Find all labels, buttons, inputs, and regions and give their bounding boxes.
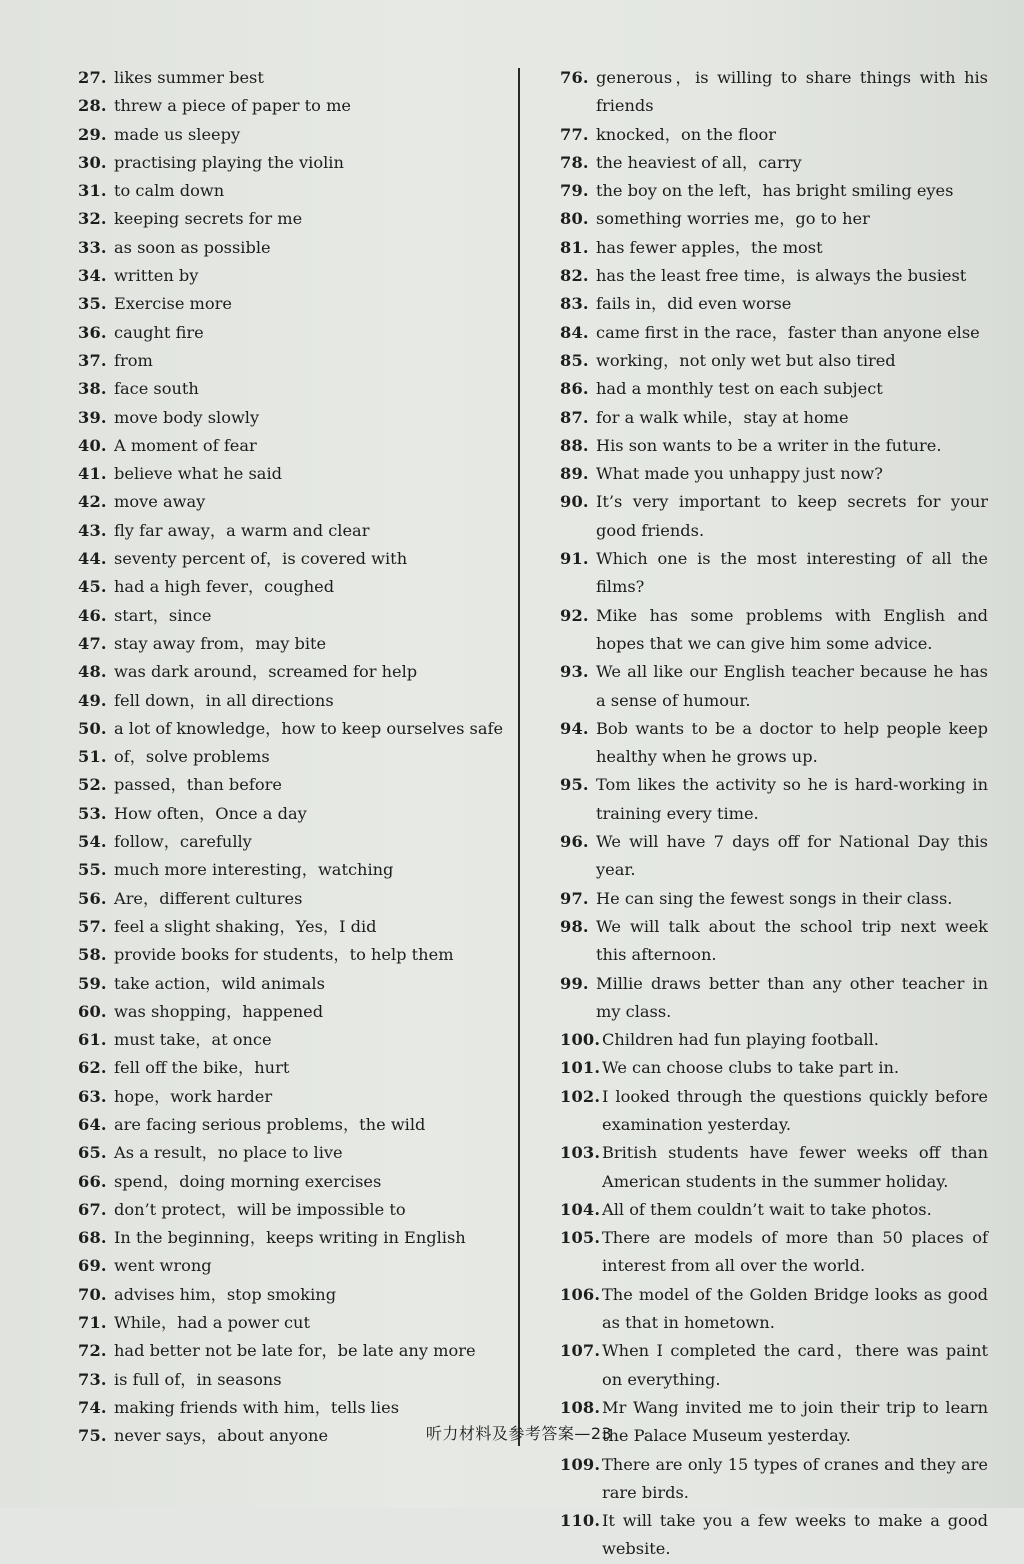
item-answer-text: never says，about anyone: [114, 1426, 329, 1446]
answer-item: [78, 205, 508, 233]
item-number: 90.: [560, 492, 589, 512]
item-answer-text: hope，work harder: [114, 1086, 273, 1106]
item-answer-text: for a walk while，stay at home: [596, 407, 849, 427]
item-answer-text: Tom likes the activity so he is hard-working in training every time.: [596, 775, 988, 823]
item-number: 34.: [78, 266, 107, 286]
answer-item: [560, 1337, 988, 1394]
answer-item: [560, 658, 988, 715]
answer-item: [560, 1507, 988, 1564]
item-number: 68.: [78, 1228, 107, 1248]
answer-item: [78, 1054, 508, 1082]
answer-item: [78, 1083, 508, 1111]
answer-item: [78, 771, 508, 799]
item-answer-text: There are only 15 types of cranes and they are rare birds.: [602, 1454, 988, 1502]
item-answer-text: provide books for students，to help them: [114, 945, 454, 965]
item-number: 106.: [560, 1284, 601, 1304]
answer-item: [78, 262, 508, 290]
item-number: 42.: [78, 492, 107, 512]
item-answer-text: We will talk about the school trip next week this afternoon.: [596, 916, 988, 965]
answer-item: [78, 856, 508, 884]
item-number: 81.: [560, 237, 589, 257]
answer-item: [560, 1026, 988, 1054]
item-number: 78.: [560, 152, 589, 172]
item-number: 31.: [78, 181, 107, 201]
answer-item: [560, 488, 988, 545]
item-number: 84.: [560, 322, 589, 342]
item-answer-text: There are models of more than 50 places of interest from all over the world.: [602, 1228, 988, 1276]
item-answer-text: feel a slight shaking，Yes，I did: [114, 916, 377, 936]
item-answer-text: has the least free time，is always the busiest: [596, 266, 967, 286]
item-number: 27.: [78, 68, 107, 87]
item-number: 56.: [78, 888, 107, 908]
item-answer-text: likes summer best: [114, 68, 264, 87]
item-answer-text: as soon as possible: [114, 237, 271, 257]
item-answer-text: It will take you a few weeks to make a good website.: [602, 1511, 988, 1559]
answer-item: [560, 404, 988, 432]
answer-item: [78, 375, 508, 403]
item-answer-text: Which one is the most interesting of all the films?: [596, 549, 988, 597]
answer-item: [560, 1196, 988, 1224]
answer-item: [78, 715, 508, 743]
answer-item: [78, 1168, 508, 1196]
item-answer-text: fell off the bike，hurt: [114, 1058, 290, 1078]
item-number: 55.: [78, 860, 107, 880]
answer-item: [78, 970, 508, 998]
answer-item: [78, 1309, 508, 1337]
item-number: 65.: [78, 1143, 107, 1163]
item-answer-text: went wrong: [114, 1256, 212, 1276]
item-answer-text: a lot of knowledge，how to keep ourselves safe: [114, 718, 504, 738]
answer-item: [78, 1111, 508, 1139]
item-number: 103.: [560, 1143, 601, 1163]
item-answer-text: His son wants to be a writer in the future.: [596, 435, 942, 455]
item-number: 86.: [560, 379, 589, 399]
answer-item: [78, 545, 508, 573]
answer-item: [78, 828, 508, 856]
item-number: 30.: [78, 152, 107, 172]
answer-item: [78, 234, 508, 262]
answer-item: [560, 262, 988, 290]
item-answer-text: All of them couldn’t wait to take photos.: [602, 1199, 932, 1219]
item-answer-text: seventy percent of，is covered with: [114, 549, 408, 569]
item-answer-text: We all like our English teacher because he has a sense of humour.: [596, 662, 988, 710]
answer-item: [560, 121, 988, 149]
left-answer-column: [78, 64, 508, 1451]
item-number: 95.: [560, 775, 589, 795]
answer-item: [560, 1224, 988, 1281]
item-number: 35.: [78, 294, 107, 314]
answer-item: [78, 630, 508, 658]
item-answer-text: While，had a power cut: [114, 1313, 310, 1333]
item-number: 43.: [78, 520, 107, 540]
item-answer-text: British students have fewer weeks off than American students in the summer holiday.: [602, 1143, 988, 1191]
item-answer-text: had a monthly test on each subject: [596, 379, 883, 399]
item-answer-text: start，since: [114, 605, 212, 625]
answer-item: [560, 347, 988, 375]
answer-item: [78, 460, 508, 488]
item-number: 89.: [560, 464, 589, 484]
item-answer-text: to calm down: [114, 181, 225, 201]
item-answer-text: spend，doing morning exercises: [114, 1171, 382, 1191]
item-answer-text: of，solve problems: [114, 747, 270, 767]
item-answer-text: advises him，stop smoking: [114, 1284, 337, 1304]
item-answer-text: generous，is willing to share things with his friends: [596, 68, 988, 116]
item-answer-text: Are，different cultures: [114, 888, 303, 908]
item-number: 72.: [78, 1341, 107, 1361]
item-answer-text: was shopping，happened: [114, 1001, 324, 1021]
item-number: 109.: [560, 1454, 601, 1474]
item-answer-text: something worries me，go to her: [596, 209, 870, 229]
item-answer-text: keeping secrets for me: [114, 209, 303, 229]
item-number: 96.: [560, 832, 589, 852]
answer-item: [78, 800, 508, 828]
item-answer-text: We will have 7 days off for National Day this year.: [596, 832, 988, 880]
item-answer-text: Bob wants to be a doctor to help people keep healthy when he grows up.: [596, 718, 988, 767]
answer-item: [560, 970, 988, 1027]
item-number: 97.: [560, 888, 589, 908]
answer-item: [560, 828, 988, 885]
answer-item: [78, 1196, 508, 1224]
item-answer-text: fly far away，a warm and clear: [114, 520, 370, 540]
item-answer-text: take action，wild animals: [114, 973, 325, 993]
answer-item: [78, 177, 508, 205]
item-number: 93.: [560, 662, 589, 682]
item-number: 52.: [78, 775, 107, 795]
answer-item: [560, 234, 988, 262]
item-answer-text: Children had fun playing football.: [602, 1030, 879, 1050]
item-number: 91.: [560, 549, 589, 569]
item-number: 60.: [78, 1001, 107, 1021]
item-number: 92.: [560, 605, 589, 625]
item-number: 110.: [560, 1511, 601, 1531]
item-number: 99.: [560, 973, 589, 993]
column-divider: [518, 68, 520, 1446]
item-answer-text: Mr Wang invited me to join their trip to learn the Palace Museum yesterday.: [602, 1397, 988, 1446]
item-answer-text: had better not be late for，be late any more: [114, 1341, 476, 1361]
item-number: 59.: [78, 973, 107, 993]
answer-item: [78, 687, 508, 715]
answer-item: [78, 913, 508, 941]
answer-item: [560, 545, 988, 602]
item-answer-text: had a high fever，coughed: [114, 577, 335, 597]
item-number: 41.: [78, 464, 107, 484]
item-number: 98.: [560, 916, 589, 936]
answer-item: [560, 177, 988, 205]
answer-item: [78, 1394, 508, 1422]
item-answer-text: must take，at once: [114, 1030, 272, 1050]
item-number: 104.: [560, 1199, 601, 1219]
answer-item: [560, 771, 988, 828]
right-answer-column: [560, 64, 988, 1564]
answer-item: [560, 1083, 988, 1140]
answer-item: [78, 1252, 508, 1280]
item-number: 77.: [560, 124, 589, 144]
item-number: 79.: [560, 181, 589, 201]
answer-item: [78, 1337, 508, 1365]
item-number: 49.: [78, 690, 107, 710]
item-answer-text: face south: [114, 379, 199, 399]
item-number: 94.: [560, 718, 589, 738]
item-number: 87.: [560, 407, 589, 427]
item-number: 85.: [560, 350, 589, 370]
answer-item: [78, 885, 508, 913]
item-answer-text: Exercise more: [114, 294, 232, 314]
item-number: 83.: [560, 294, 589, 314]
item-number: 100.: [560, 1030, 601, 1050]
item-number: 39.: [78, 407, 107, 427]
answer-item: [560, 885, 988, 913]
item-number: 32.: [78, 209, 107, 229]
item-number: 57.: [78, 916, 107, 936]
answer-item: [78, 602, 508, 630]
item-answer-text: is full of，in seasons: [114, 1369, 282, 1389]
answer-item: [78, 743, 508, 771]
item-answer-text: was dark around，screamed for help: [114, 662, 418, 682]
answer-item: [560, 432, 988, 460]
item-number: 40.: [78, 435, 107, 455]
answer-item: [78, 658, 508, 686]
item-number: 88.: [560, 435, 589, 455]
answer-item: [78, 92, 508, 120]
answer-item: [78, 1281, 508, 1309]
item-number: 105.: [560, 1228, 601, 1248]
answer-item: [78, 1139, 508, 1167]
item-answer-text: written by: [114, 266, 199, 286]
item-number: 51.: [78, 747, 107, 767]
item-answer-text: In the beginning，keeps writing in English: [114, 1228, 466, 1248]
item-number: 28.: [78, 96, 107, 116]
answer-item: [560, 602, 988, 659]
item-number: 80.: [560, 209, 589, 229]
item-answer-text: He can sing the fewest songs in their class.: [596, 888, 953, 908]
item-number: 50.: [78, 718, 107, 738]
item-answer-text: came first in the race，faster than anyone else: [596, 322, 980, 342]
answer-item: [78, 432, 508, 460]
answer-item: [560, 319, 988, 347]
answer-item: [560, 460, 988, 488]
item-answer-text: the boy on the left，has bright smiling eyes: [596, 181, 954, 201]
item-answer-text: I looked through the questions quickly before examination yesterday.: [602, 1086, 988, 1134]
item-answer-text: Millie draws better than any other teacher in my class.: [596, 973, 988, 1021]
item-answer-text: knocked，on the floor: [596, 124, 776, 144]
item-number: 37.: [78, 350, 107, 370]
answer-item: [78, 941, 508, 969]
item-answer-text: fails in，did even worse: [596, 294, 792, 314]
item-number: 47.: [78, 633, 107, 653]
item-answer-text: caught fire: [114, 322, 204, 342]
item-number: 36.: [78, 322, 107, 342]
item-answer-text: fell down，in all directions: [114, 690, 334, 710]
answer-item: [78, 319, 508, 347]
item-number: 67.: [78, 1199, 107, 1219]
item-number: 54.: [78, 832, 107, 852]
item-number: 76.: [560, 68, 589, 87]
item-answer-text: A moment of fear: [114, 435, 257, 455]
answer-item: [78, 1224, 508, 1252]
item-answer-text: It’s very important to keep secrets for your good friends.: [596, 492, 988, 540]
item-answer-text: don’t protect，will be impossible to: [114, 1199, 406, 1219]
item-answer-text: What made you unhappy just now?: [596, 464, 883, 484]
answer-item: [78, 1026, 508, 1054]
answer-item: [78, 404, 508, 432]
item-answer-text: We can choose clubs to take part in.: [602, 1058, 900, 1078]
item-answer-text: How often，Once a day: [114, 803, 307, 823]
item-answer-text: The model of the Golden Bridge looks as good as that in hometown.: [602, 1284, 988, 1333]
answer-item: [560, 1281, 988, 1338]
item-answer-text: are facing serious problems，the wild: [114, 1114, 426, 1134]
answer-item: [78, 290, 508, 318]
answer-item: [78, 121, 508, 149]
answer-item: [560, 1451, 988, 1508]
item-answer-text: making friends with him，tells lies: [114, 1397, 400, 1417]
item-answer-text: much more interesting，watching: [114, 860, 394, 880]
answer-item: [78, 998, 508, 1026]
item-answer-text: Mike has some problems with English and hopes that we can give him some advice.: [596, 605, 988, 653]
item-answer-text: passed，than before: [114, 775, 282, 795]
item-answer-text: working，not only wet but also tired: [596, 350, 896, 370]
page-footer: 听力材料及参考答案—23: [425, 1424, 613, 1443]
answer-item: [78, 488, 508, 516]
item-number: 73.: [78, 1369, 107, 1389]
answer-item: [560, 913, 988, 970]
item-number: 45.: [78, 577, 107, 597]
answer-item: [560, 1054, 988, 1082]
item-number: 53.: [78, 803, 107, 823]
item-number: 66.: [78, 1171, 107, 1191]
item-number: 33.: [78, 237, 107, 257]
item-answer-text: As a result，no place to live: [114, 1143, 343, 1163]
item-number: 71.: [78, 1313, 107, 1333]
answer-item: [560, 205, 988, 233]
item-answer-text: When I completed the card，there was paint on everything.: [602, 1341, 988, 1389]
item-number: 29.: [78, 124, 107, 144]
answer-item: [78, 64, 508, 92]
item-answer-text: threw a piece of paper to me: [114, 96, 352, 116]
item-number: 82.: [560, 266, 589, 286]
item-number: 102.: [560, 1086, 601, 1106]
item-answer-text: move body slowly: [114, 407, 260, 427]
item-number: 107.: [560, 1341, 601, 1361]
answer-item: [560, 1139, 988, 1196]
item-answer-text: practising playing the violin: [114, 152, 344, 172]
answer-item: [78, 573, 508, 601]
answer-item: [560, 64, 988, 121]
item-answer-text: believe what he said: [114, 464, 282, 484]
answer-item: [78, 149, 508, 177]
item-answer-text: from: [114, 350, 153, 370]
item-answer-text: the heaviest of all，carry: [596, 152, 802, 172]
item-number: 69.: [78, 1256, 107, 1276]
item-answer-text: follow，carefully: [114, 832, 252, 852]
answer-item: [78, 1366, 508, 1394]
item-answer-text: made us sleepy: [114, 124, 241, 144]
item-answer-text: stay away from，may bite: [114, 633, 327, 653]
item-number: 38.: [78, 379, 107, 399]
item-number: 75.: [78, 1426, 107, 1446]
item-number: 101.: [560, 1058, 601, 1078]
item-number: 63.: [78, 1086, 107, 1106]
item-number: 61.: [78, 1030, 107, 1050]
item-number: 44.: [78, 549, 107, 569]
answer-item: [78, 517, 508, 545]
item-number: 58.: [78, 945, 107, 965]
item-number: 48.: [78, 662, 107, 682]
item-number: 62.: [78, 1058, 107, 1078]
item-answer-text: has fewer apples，the most: [596, 237, 823, 257]
answer-item: [78, 347, 508, 375]
item-answer-text: move away: [114, 492, 206, 512]
item-number: 108.: [560, 1397, 601, 1417]
answer-item: [560, 715, 988, 772]
item-number: 64.: [78, 1114, 107, 1134]
answer-item: [560, 290, 988, 318]
item-number: 74.: [78, 1397, 107, 1417]
item-number: 70.: [78, 1284, 107, 1304]
item-number: 46.: [78, 605, 107, 625]
answer-item: [560, 149, 988, 177]
answer-item: [560, 375, 988, 403]
